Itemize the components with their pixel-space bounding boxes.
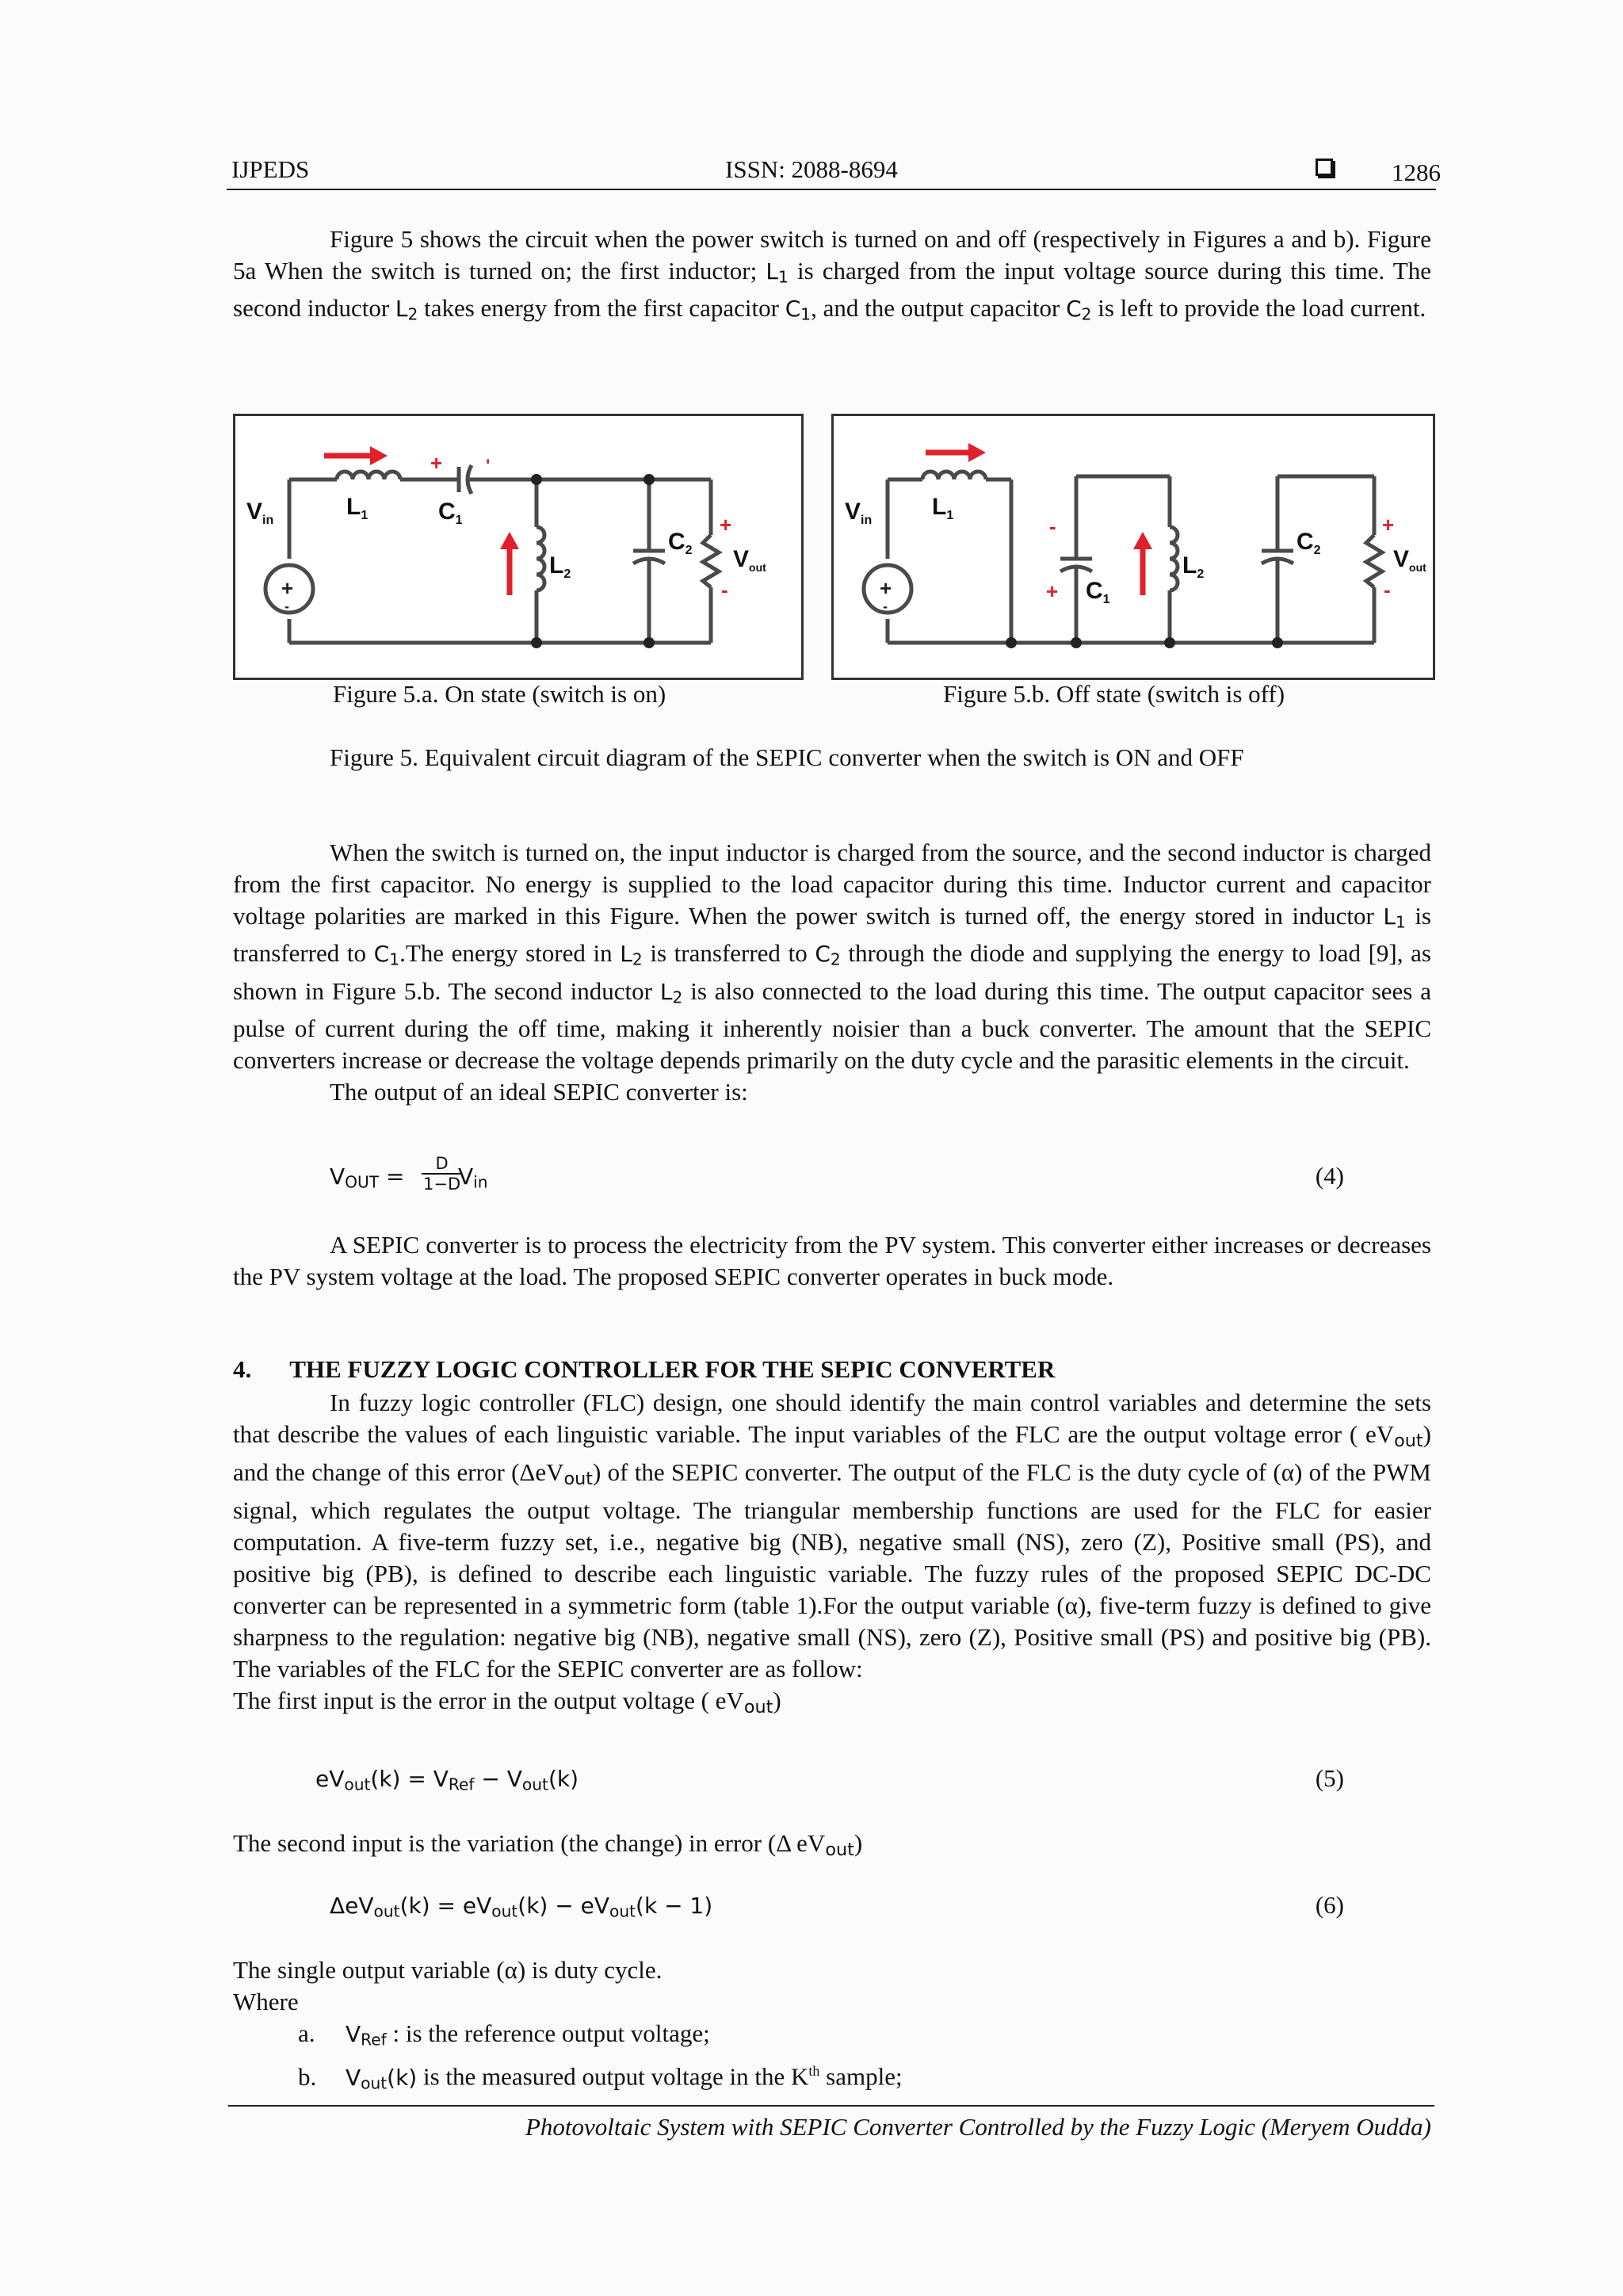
svg-text:-: - (721, 578, 728, 602)
svg-text:+: + (1382, 513, 1395, 537)
svg-text:-: - (1049, 514, 1056, 538)
figure-5b-off-state (831, 414, 1435, 680)
svg-text:': ' (486, 456, 491, 476)
svg-text:L2: $L_2$ (549, 552, 571, 581)
caption-5a: Figure 5.a. On state (switch is on) (333, 680, 666, 708)
svg-text:C2: $C_2$ (1296, 529, 1321, 557)
svg-text:L2: $L_2$ (1182, 552, 1205, 581)
issn: ISSN: 2088-8694 (725, 155, 898, 183)
svg-text:Vout: $V_{out}$ (1393, 546, 1426, 574)
svg-text:+: + (880, 576, 892, 600)
journal-name: IJPEDS (231, 155, 310, 183)
body-paragraph-2: A SEPIC converter is to process the electricity from the PV system. This converter either increases or decreases the PV system voltage at the load. The proposed SEPIC converter operates in buck mode. (233, 1231, 1431, 1290)
header-rule (227, 189, 1436, 190)
svg-text:+: + (720, 513, 732, 537)
circuit-off-state (834, 416, 1433, 678)
svg-text:Vin: $V_{in}$ (845, 499, 873, 527)
section-heading: 4. THE FUZZY LOGIC CONTROLLER FOR THE SEPIC CONVERTER (233, 1355, 1056, 1383)
svg-text:L1: $L_1$ (932, 494, 954, 522)
circuit-on-state (235, 416, 801, 678)
body-paragraph-3: In fuzzy logic controller (FLC) design, one should identify the main control variables and determine the sets that describe the values of each linguistic variable. The input variables of the FLC are the output voltage error ( $eV_{out}$) and the change of this error (ΔeV$_{out}$) of the SEPIC converter. The output of the FLC is the duty cycle of (α) of the PWM signal, which regulates the output voltage. The triangular membership functions are used for the FLC for easier computation. A five-term fuzzy set, i.e., negative big (NB), negative small (NS), zero (Z), Positive small (PS), and positive big (PB), is defined to describe each linguistic variable. The fuzzy rules of the proposed SEPIC DC-DC converter can be represented in a symmetric form (table 1).For the output variable (α), five-term fuzzy is defined to give sharpness to the regulation: negative big (NB), negative small (NS), zero (Z), Positive small (PS) and positive big (PB). The variables of the FLC for the SEPIC converter are as follow: The first input is the error in the output voltage ( $eV_{out}$) (233, 1389, 1431, 1717)
equation-6: $\Delta eV_{out}(k) = eV_{out}(k) - eV_{out}(k - 1)$ (6) (330, 1891, 1344, 1921)
svg-text:L1: $L_1$ (346, 494, 369, 522)
tail-section: The single output variable (α) is duty cycle. Where a. $V_{Ref}$ : is the reference output voltage; b. $V_{out}(k)$ is the measured output voltage in the $K^{th}$ sample; (233, 1956, 903, 2093)
equation-4: $V_{OUT}$ = D 1−D $V_{in}$ (4) (330, 1154, 1344, 1194)
svg-text:-: - (285, 598, 289, 614)
intro-paragraph: Figure 5 shows the circuit when the power switch is turned on and off (respectively in Figures a and b). Figure 5a When the switch is turned on; the first inductor; $L_1$ is charged from the input voltage source during this time. The second inductor $L_2$ takes energy from the first capacitor $C_1$, and the output capacitor $C_2$ is left to provide the load current. (233, 225, 1431, 324)
running-footer: Photovoltaic System with SEPIC Converter Controlled by the Fuzzy Logic (Meryem Oudda) (525, 2113, 1431, 2141)
checkbox-glyph-icon (1316, 159, 1333, 176)
svg-text:+: + (281, 576, 294, 600)
svg-text:Vin: $V_{in}$ (246, 499, 274, 527)
figure-5a-on-state (233, 414, 804, 680)
svg-text:-: - (1384, 578, 1391, 602)
equation-5: $eV_{out}(k) = V_{Ref} - V_{out}(k)$ (5) (315, 1764, 1344, 1794)
body-paragraph-1: When the switch is turned on, the input inductor is charged from the source, and the second inductor is charged from the first capacitor. No energy is supplied to the load capacitor during this time. Inductor current and capacitor voltage polarities are marked in this Figure. When the power switch is turned off, the energy stored in inductor $L_1$ is transferred to $C_1.The$ energy stored in $L_2$ is transferred to $C_2$ through the diode and supplying the energy to load [9], as shown in Figure 5.b. The second inductor $L_2$ is also connected to the load during this time. The output capacitor sees a pulse of current during the off time, making it inherently noisier than a buck converter. The amount that the SEPIC converters increase or decrease the voltage depends primarily on the duty cycle and the parasitic elements in the circuit. The output of an ideal SEPIC converter is: (233, 839, 1431, 1106)
svg-text:C1: $C_1$ (438, 499, 463, 527)
second-input-line: The second input is the variation (the change) in error (Δ $eV_{out}$) (233, 1829, 863, 1860)
page-number: 1286 (1392, 159, 1441, 186)
svg-text:Vout: $V_{out}$ (733, 546, 766, 574)
caption-5b: Figure 5.b. Off state (switch is off) (943, 680, 1285, 708)
svg-text:-: - (883, 598, 888, 614)
svg-text:C1: $C_1$ (1086, 578, 1110, 606)
svg-text:C2: $C_2$ (668, 529, 693, 557)
footer-rule (228, 2105, 1434, 2107)
svg-text:+: + (1046, 579, 1059, 603)
figure-caption: Figure 5. Equivalent circuit diagram of the SEPIC converter when the switch is ON and OFF (330, 743, 1244, 771)
svg-text:+: + (430, 451, 443, 475)
